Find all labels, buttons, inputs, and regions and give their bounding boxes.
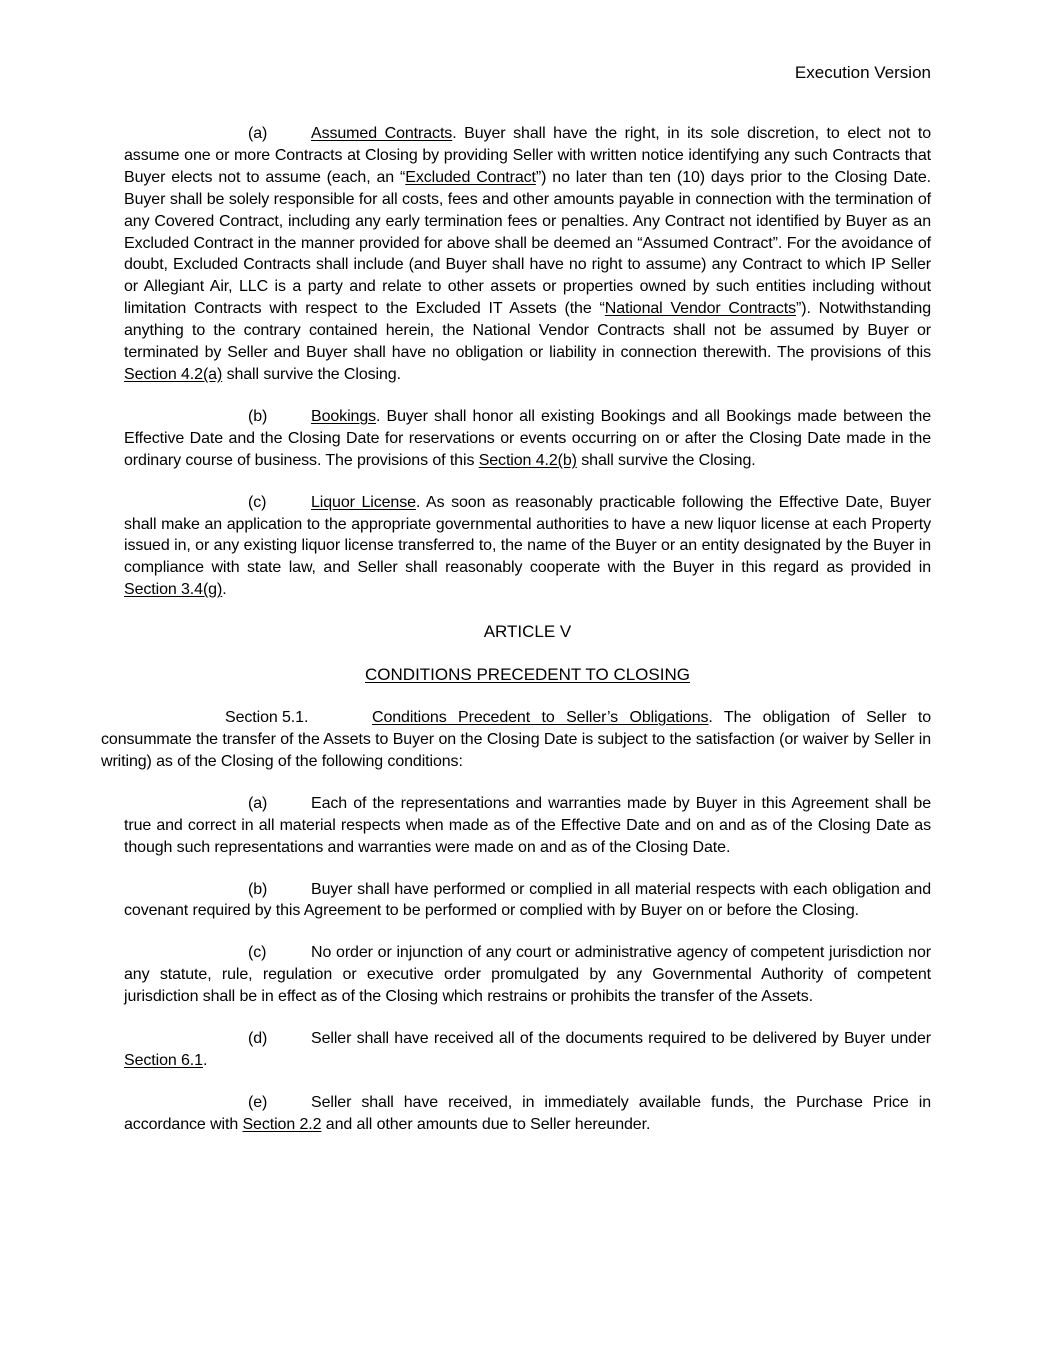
text-run: ”) no later than ten (10) days prior to the Closing Date. Buyer shall be solely responsible for all costs, fees and other amounts payable in connection with the termination of any Covered Contract, including any early termination fees or penalties. Any Contract not identified by Buyer as an Excluded Contract in the manner provided for above shall be deemed an “Assumed Contract”. For the avoidance of doubt, Excluded Contracts shall include (and Buyer shall have no right to assume) any Contract to which IP Seller or Allegiant Air, LLC is a party and relate to other assets or properties owned by such entities including without limitation Contracts with respect to the Excluded IT Assets (the “ <box>124 168 931 318</box>
condition-c <box>124 942 931 1008</box>
text-run: Buyer shall have performed or complied in all material respects with each obligation and covenant required by this Agreement to be performed or complied with by Buyer on or before the Closing. <box>124 880 931 920</box>
underlined-term: Section 4.2(b) <box>478 451 577 469</box>
text-run: and all other amounts due to Seller hereunder. <box>321 1115 651 1133</box>
article-subtitle: CONDITIONS PRECEDENT TO CLOSING <box>365 665 690 685</box>
underlined-term: Bookings <box>311 407 377 425</box>
text-run: . The obligation of Seller to consummate the transfer of the Assets to Buyer on the Closing Date is subject to the satisfaction (or waiver by Seller in writing) as of the Closing of the following conditions: <box>101 709 931 770</box>
text-run: Each of the representations and warranties made by Buyer in this Agreement shall be true and correct in all material respects when made as of the Effective Date and on and as of the Closing Date as though such representations and warranties were made on and as of the Closing Date. <box>124 794 931 856</box>
paragraph-number: (b) <box>248 407 268 425</box>
underlined-term: Section 2.2 <box>242 1115 322 1133</box>
document-body <box>0 123 1055 1156</box>
underlined-term: Section 3.4(g) <box>124 581 223 599</box>
paragraph-text <box>124 944 931 1005</box>
paragraph-text <box>124 1030 931 1069</box>
underlined-term: Excluded Contract <box>405 168 536 186</box>
paragraph-number: (d) <box>248 1030 268 1048</box>
text-run: Seller shall have received all of the documents required to be delivered by Buyer under <box>311 1030 931 1048</box>
paragraph-text <box>124 125 931 383</box>
underlined-term: National Vendor Contracts <box>604 300 797 318</box>
text-run: . <box>202 1052 208 1069</box>
paragraph-liquor-license <box>124 492 931 602</box>
text-run: No order or injunction of any court or administrative agency of competent jurisdiction nor any statute, rule, regulation or executive order promulgated by any Governmental Authority of competent jurisdiction shall be in effect as of the Closing which restrains or prohibits the transfer of the Assets. <box>124 944 931 1006</box>
paragraph-assumed-contracts <box>124 123 931 386</box>
underlined-term: Liquor License <box>311 493 416 511</box>
text-run: . As soon as reasonably practicable following the Effective Date, Buyer shall make an application to the appropriate governmental authorities to have a new liquor license at each Property issued in, or any existing liquor license transferred to, the name of the Buyer or an entity designated by the Buyer in compliance with state law, and Seller shall reasonably cooperate with the Buyer in this regard as provided in <box>124 493 931 577</box>
paragraph-text <box>124 1094 931 1133</box>
article-title: ARTICLE V <box>483 622 572 642</box>
paragraph-number: (a) <box>248 125 268 142</box>
underlined-term: Assumed Contracts <box>311 125 453 142</box>
paragraph-bookings <box>124 406 931 472</box>
text-run: shall survive the Closing. <box>222 365 401 383</box>
paragraph-number: (e) <box>248 1093 268 1111</box>
section-number: Section 5.1. <box>225 709 309 727</box>
text-run: . <box>222 581 227 599</box>
paragraph-text <box>124 795 931 856</box>
condition-d <box>124 1028 931 1072</box>
paragraph-text <box>124 494 931 599</box>
section-5-1 <box>101 707 931 773</box>
underlined-term: Section 4.2(a) <box>124 365 223 383</box>
condition-b <box>124 879 931 923</box>
underlined-term: Conditions Precedent to Seller’s Obligations <box>372 709 709 727</box>
paragraph-number: (a) <box>248 794 268 812</box>
paragraph-number: (c) <box>248 493 267 511</box>
underlined-term: Section 6.1 <box>124 1052 203 1069</box>
paragraph-number: (c) <box>248 944 267 962</box>
paragraph-text <box>124 881 931 920</box>
text-run: shall survive the Closing. <box>576 451 756 469</box>
execution-version-label: Execution Version <box>794 63 931 82</box>
text-run: . Buyer shall honor all existing Bookings and all Bookings made between the Effective Date and the Closing Date for reservations or events occurring on or after the Closing Date made in the ordinary course of business. The provisions of this <box>124 407 931 469</box>
condition-e <box>124 1092 931 1136</box>
text-run: . Buyer shall have the right, in its sole discretion, to elect not to assume one or more Contracts at Closing by providing Seller with written notice identifying any such Contracts that Buyer elects not to assume (each, an “ <box>124 125 931 186</box>
text-run: ”). Notwithstanding anything to the contrary contained herein, the National Vendor Contracts shall not be assumed by Buyer or terminated by Seller and Buyer shall have no obligation or liability in connection therewith. The provisions of this <box>124 300 932 362</box>
paragraph-number: (b) <box>248 880 268 898</box>
paragraph-text <box>124 408 931 469</box>
text-run: Seller shall have received, in immediately available funds, the Purchase Price in accordance with <box>124 1093 931 1133</box>
condition-a <box>124 793 931 859</box>
